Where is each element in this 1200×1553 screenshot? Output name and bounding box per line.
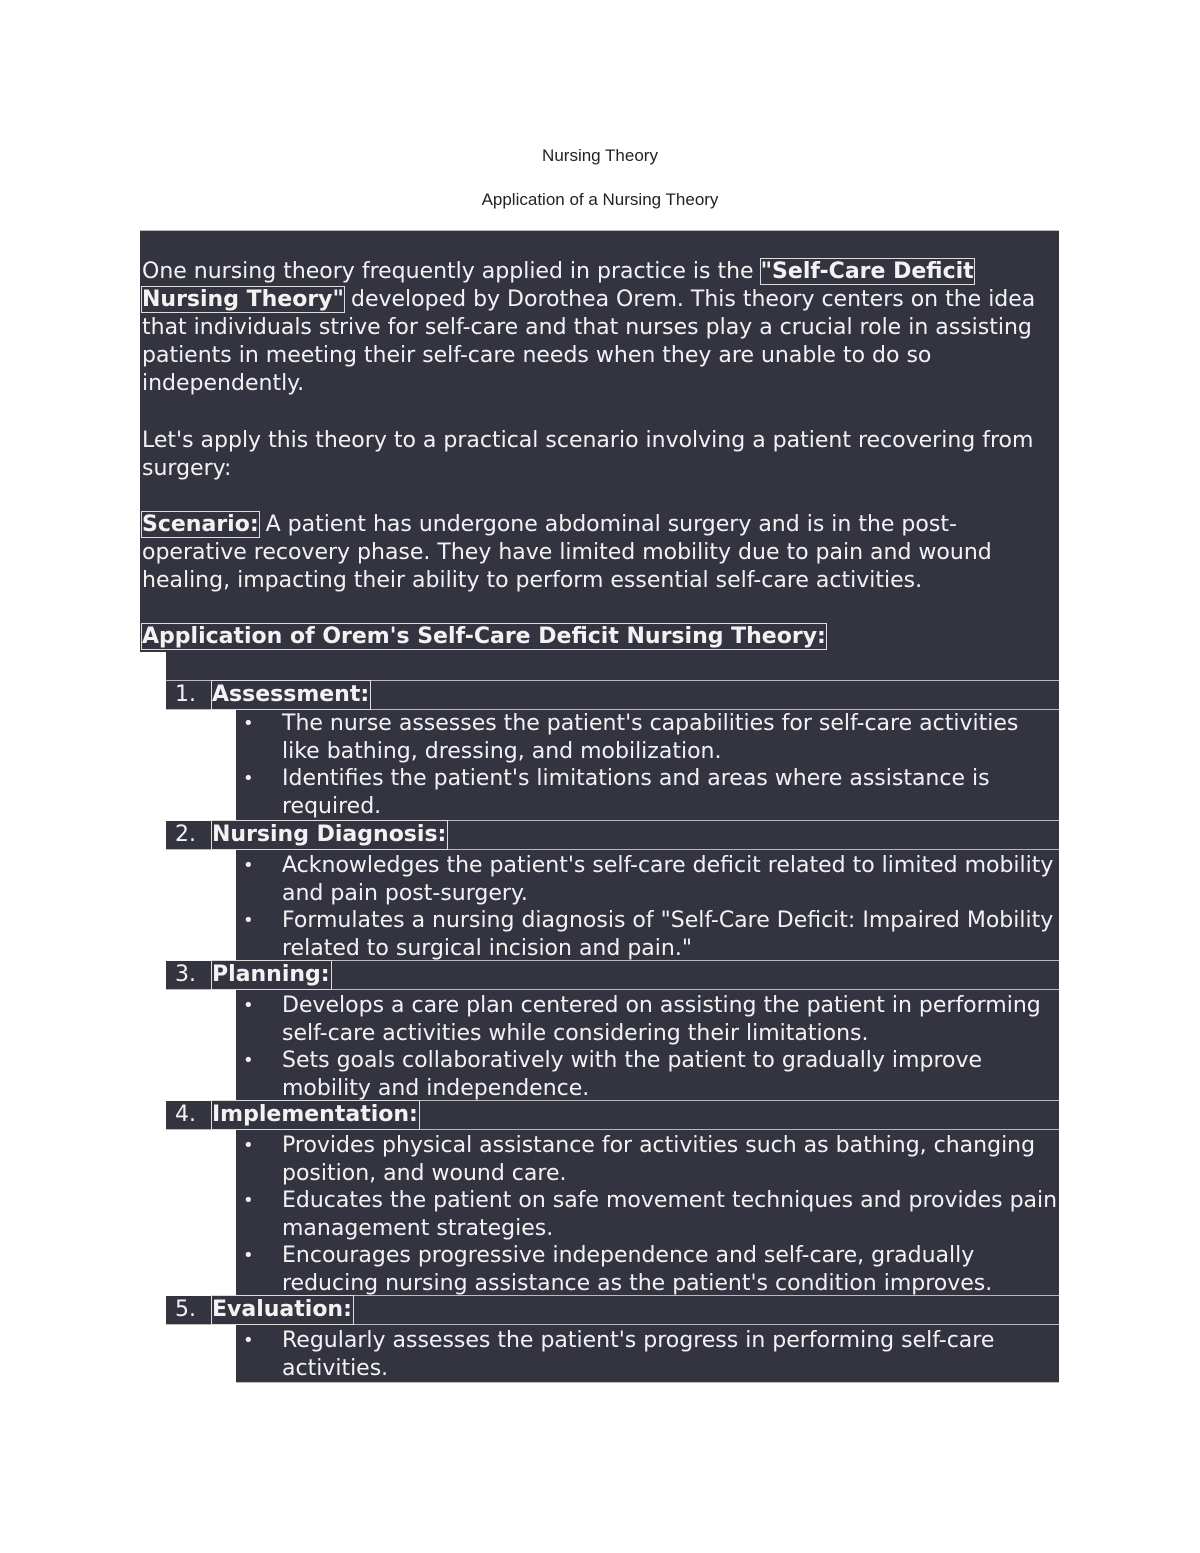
- step-number: 5.: [175, 1297, 196, 1322]
- list-item-text: Encourages progressive independence and self-care, gradually reducing nursing assistance as the patient's condition improves.: [282, 1243, 993, 1296]
- list-item-text: Provides physical assistance for activities such as bathing, changing position, and wound care.: [282, 1133, 1036, 1186]
- step-nursing-diagnosis: [166, 821, 1059, 850]
- scenario-lead-paragraph: Let's apply this theory to a practical scenario involving a patient recovering from surgery:: [142, 428, 1034, 481]
- bullet-icon: •: [243, 910, 254, 931]
- bullet-icon: •: [243, 1135, 254, 1156]
- scenario-text: A patient has undergone abdominal surgery and is in the post-operative recovery phase. They have limited mobility due to pain and wound healing, impacting their ability to perform essential self-care activities.: [142, 512, 992, 593]
- step-implementation: [166, 1101, 1059, 1130]
- scenario-paragraph: [142, 511, 1057, 595]
- document-title: Nursing Theory: [542, 146, 658, 165]
- step-number: 3.: [175, 962, 196, 987]
- intro-text-start: One nursing theory frequently applied in practice is the: [142, 259, 761, 284]
- bullet-icon: •: [243, 768, 254, 789]
- step-label: Planning:: [212, 962, 330, 987]
- list-item-text: Sets goals collaboratively with the patient to gradually improve mobility and independence.: [282, 1048, 983, 1101]
- step-label: Nursing Diagnosis:: [212, 822, 447, 847]
- bullet-icon: •: [243, 855, 254, 876]
- theory-name: "Self-Care Deficit Nursing Theory": [142, 259, 974, 312]
- list-item-text: The nurse assesses the patient's capabilities for self-care activities like bathing, dressing, and mobilization.: [282, 711, 1019, 764]
- step-label: Implementation:: [212, 1102, 418, 1127]
- scenario-label: Scenario:: [142, 512, 259, 537]
- bullet-icon: •: [243, 713, 254, 734]
- list-item-text: Acknowledges the patient's self-care deficit related to limited mobility and pain post-surgery.: [282, 853, 1054, 906]
- step-evaluation-bullets: [236, 1325, 1059, 1383]
- list-item-text: Educates the patient on safe movement techniques and provides pain management strategies.: [282, 1188, 1058, 1241]
- step-number: 4.: [175, 1102, 196, 1127]
- application-heading-line: [142, 623, 1057, 651]
- step-label: Assessment:: [212, 682, 370, 707]
- step-label: Evaluation:: [212, 1297, 352, 1322]
- list-item-text: Develops a care plan centered on assisting the patient in performing self-care activities while considering their limitations.: [282, 993, 1041, 1046]
- intro-text-end: developed by Dorothea Orem. This theory centers on the idea that individuals strive for self-care and that nurses play a crucial role in assisting patients in meeting their self-care needs when they are unable to do so independently.: [142, 287, 1036, 396]
- step-nursing-diagnosis-bullets: [236, 850, 1059, 961]
- bullet-icon: •: [243, 1245, 254, 1266]
- bullet-icon: •: [243, 995, 254, 1016]
- list-item-text: Formulates a nursing diagnosis of "Self-Care Deficit: Impaired Mobility related to surgical incision and pain.": [282, 908, 1054, 961]
- bullet-icon: •: [243, 1190, 254, 1211]
- application-heading: Application of Orem's Self-Care Deficit Nursing Theory:: [142, 624, 826, 649]
- intro-paragraph: [142, 258, 1057, 398]
- list-item-text: Identifies the patient's limitations and areas where assistance is required.: [282, 766, 990, 819]
- step-planning-bullets: [236, 990, 1059, 1101]
- list-spacer-bar: [166, 651, 1059, 681]
- intro-section: [140, 230, 1059, 652]
- step-number: 2.: [175, 822, 196, 847]
- step-planning: [166, 961, 1059, 990]
- step-assessment-bullets: [236, 710, 1059, 821]
- bullet-icon: •: [243, 1330, 254, 1351]
- list-item-text: Regularly assesses the patient's progress in performing self-care activities.: [282, 1328, 995, 1381]
- step-evaluation: [166, 1296, 1059, 1325]
- bullet-icon: •: [243, 1050, 254, 1071]
- step-assessment: [166, 681, 1059, 710]
- step-number: 1.: [175, 682, 196, 707]
- document-subtitle: Application of a Nursing Theory: [481, 190, 719, 209]
- step-implementation-bullets: [236, 1130, 1059, 1296]
